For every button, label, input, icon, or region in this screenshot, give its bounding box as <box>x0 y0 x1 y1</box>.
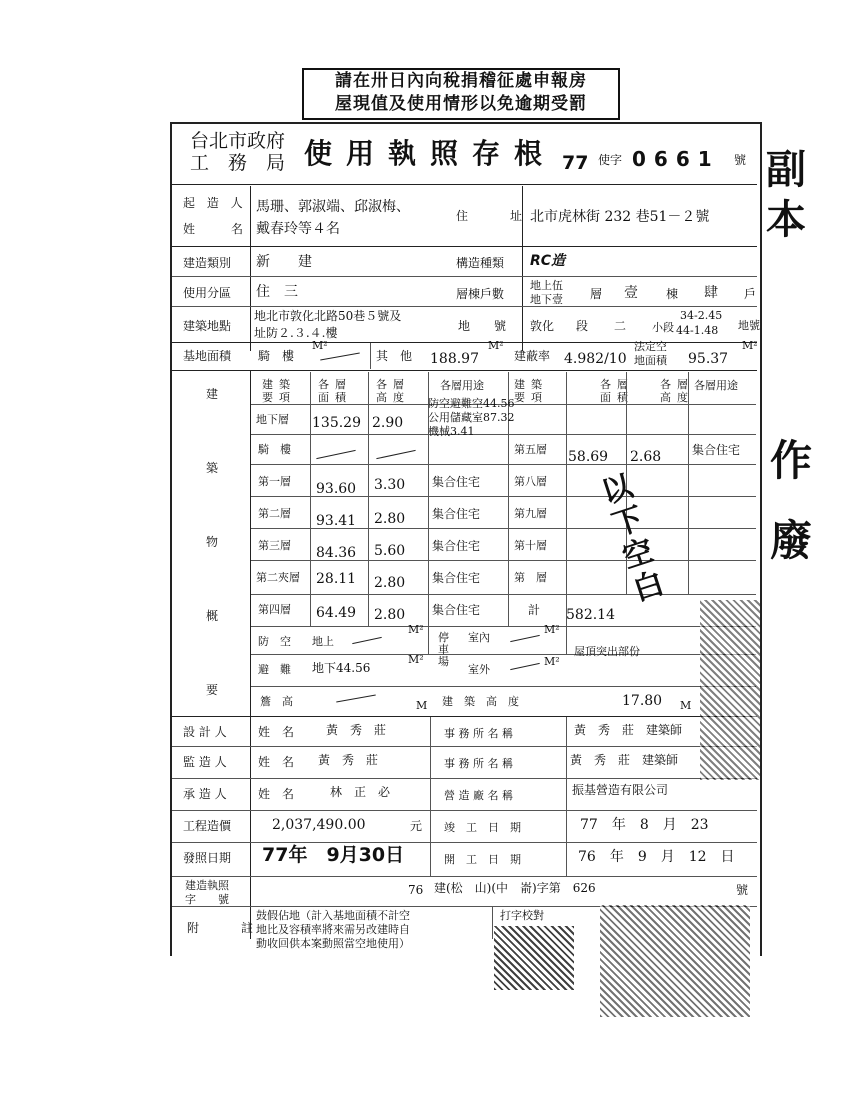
base-area-label: 基地面積 <box>183 349 232 363</box>
basement-use-1: 防空避難空44.56 <box>428 397 515 410</box>
refuge-unit: M² <box>408 653 424 666</box>
floors-below: 地下壹 <box>530 293 563 306</box>
owner-label-2: 姓 名 <box>183 222 248 236</box>
basement-use-3: 機械3.41 <box>428 425 475 438</box>
floor-use-3: 集合住宅 <box>432 539 481 553</box>
stamp-mark-right <box>600 905 750 1017</box>
other-area: 188.97 <box>430 351 479 367</box>
parking-outdoor: 室外 <box>468 663 490 676</box>
owner-label-1: 起 造 人 <box>183 196 247 210</box>
site-line1: 地北市敦化北路50巷５號及 <box>254 309 402 323</box>
side-label-2: 築 <box>206 461 219 475</box>
floors-label: 層棟戶數 <box>456 287 505 301</box>
tax-notice-line2: 屋現值及使用情形以免逾期受罰 <box>335 94 587 114</box>
contractor-firm-label: 營 造 廠 名 稱 <box>444 789 513 802</box>
contractor-name: 林 正 必 <box>330 785 391 799</box>
zone-label: 使用分區 <box>183 286 232 300</box>
refuge-label: 避 難 <box>258 663 291 676</box>
floors-above: 地上伍 <box>530 279 563 292</box>
floors-building-count: 壹 <box>624 285 638 301</box>
designer-label: 設 計 人 <box>183 725 227 739</box>
permit-prefix: 使字 <box>598 153 623 167</box>
lot-number-2: 44-1.48 <box>676 324 719 337</box>
type-label: 建造類別 <box>183 256 232 270</box>
permit-year: 77 <box>562 152 589 174</box>
remarks-line3: 動收回供本案動照當空地使用） <box>256 937 410 950</box>
designer-office: 黃 秀 莊 建築師 <box>574 723 683 737</box>
contractor-firm: 振基營造有限公司 <box>572 783 669 797</box>
license-suffix: 號 <box>736 883 749 897</box>
owner-names-line1: 馬珊、郭淑端、邱淑梅、 <box>256 199 410 215</box>
floor-label-mezz: 第二夾層 <box>256 571 300 584</box>
shelter-above: 地上 <box>312 635 334 648</box>
license-label-2: 字 號 <box>185 893 229 906</box>
issue-date: 77年 9月30日 <box>262 844 405 866</box>
cost-unit: 元 <box>410 819 423 833</box>
side-mark-1: 副 <box>766 147 806 193</box>
refuge-below: 地下44.56 <box>312 661 371 675</box>
supervisor-office: 黃 秀 莊 建築師 <box>570 753 679 767</box>
stamp-mark-edge <box>700 600 760 780</box>
designer-name-label: 姓 名 <box>258 725 295 739</box>
floor-height-2: 2.80 <box>374 511 406 527</box>
eaves-label: 簷 高 <box>260 695 293 708</box>
issue-label: 發照日期 <box>183 851 232 865</box>
floor-label-2: 第二層 <box>258 507 291 520</box>
handwritten-note: 以下空白 <box>597 468 669 609</box>
contractor-label: 承 造 人 <box>183 787 227 801</box>
parking-indoor: 室內 <box>468 631 490 644</box>
floor-label-5: 第五層 <box>514 443 547 456</box>
floor-use-mezz: 集合住宅 <box>432 571 481 585</box>
floors-unit-building: 棟 <box>666 287 679 301</box>
floor-use-5: 集合住宅 <box>692 443 741 457</box>
head-use-right: 各層用途 <box>694 379 738 392</box>
floor-height-1: 3.30 <box>374 477 406 493</box>
floor-label-b1: 地下層 <box>256 413 289 426</box>
floor-height-4: 2.80 <box>374 607 406 623</box>
side-label-4: 概 <box>206 609 219 623</box>
floor-area-4: 64.49 <box>316 605 357 621</box>
floor-area-1: 93.60 <box>316 481 357 497</box>
floor-label-4: 第四層 <box>258 603 291 616</box>
floor-area-5: 58.69 <box>568 449 609 465</box>
building-height: 17.80 <box>622 693 663 709</box>
designer-office-label: 事 務 所 名 稱 <box>444 727 513 740</box>
parking-unit-in: M² <box>544 623 560 636</box>
side-mark-4: 廢 <box>770 516 813 565</box>
floor-area-3: 84.36 <box>316 545 357 561</box>
supervisor-name: 黃 秀 莊 <box>318 753 379 767</box>
floor-label-10: 第十層 <box>514 539 547 552</box>
floor-height-3: 5.60 <box>374 543 406 559</box>
cost-value: 2,037,490.00 <box>272 817 366 833</box>
lot-number-1: 34-2.45 <box>680 309 723 322</box>
lot-label: 地 號 <box>458 319 507 333</box>
build-type: 新 建 <box>256 254 312 270</box>
start-date: 76 年 9 月 12 日 <box>578 849 735 865</box>
approval-label: 打字校對 <box>500 909 544 922</box>
structure-type: RC造 <box>530 253 566 269</box>
eaves-unit: M <box>416 699 428 712</box>
head-use-left: 各層用途 <box>440 379 484 392</box>
use-zone: 住 三 <box>256 284 298 300</box>
owner-names-line2: 戴春玲等４名 <box>256 221 340 237</box>
site-line2: 址防２.３.４.樓 <box>254 326 338 340</box>
lot-suffix: 地號 <box>738 319 760 332</box>
head-item-right: 建築要項 <box>514 378 548 404</box>
owner-address: 北市虎林街 232 巷51－２號 <box>530 209 710 225</box>
basement-use-2: 公用儲藏室87.32 <box>428 411 515 424</box>
floor-use-2: 集合住宅 <box>432 507 481 521</box>
lot-district: 敦化 <box>530 319 555 333</box>
license-number: 建(松 山)(中 嵛)字第 626 <box>434 881 596 895</box>
floor-use-4: 集合住宅 <box>432 603 481 617</box>
start-label: 開 工 日 期 <box>444 853 521 866</box>
remarks-label: 附 註 <box>187 921 260 935</box>
floors-unit-layer: 層 <box>590 287 603 301</box>
side-label-5: 要 <box>206 683 219 697</box>
head-height-right: 各層高度 <box>660 378 694 404</box>
legal-unit: M² <box>742 339 758 352</box>
head-area-left: 各層面積 <box>318 378 352 404</box>
floor-area-b1: 135.29 <box>312 415 361 431</box>
floor-label-arcade: 騎 樓 <box>258 443 291 456</box>
completion-label: 竣 工 日 期 <box>444 821 521 834</box>
parking-label: 停車場 <box>438 631 449 668</box>
tax-notice-line1: 請在卅日內向稅捐稽征處申報房 <box>335 71 587 91</box>
coverage-ratio: 4.982/10 <box>564 351 627 367</box>
floor-area-2: 93.41 <box>316 513 357 529</box>
legal-open-area: 95.37 <box>688 351 729 367</box>
floor-height-mezz: 2.80 <box>374 575 406 591</box>
building-height-label: 建 築 高 度 <box>442 695 519 708</box>
designer-name: 黃 秀 莊 <box>326 723 387 737</box>
authority-line2: 工 務 局 <box>190 152 286 174</box>
cost-label: 工程造價 <box>183 819 232 833</box>
floor-label-1: 第一層 <box>258 475 291 488</box>
total-label: 計 <box>528 603 541 617</box>
floor-label-extra: 第 層 <box>514 571 547 584</box>
shelter-unit: M² <box>408 623 424 636</box>
side-mark-3: 作 <box>770 436 813 485</box>
legal-label-2: 地面積 <box>634 354 667 367</box>
shelter-label: 防 空 <box>258 635 291 648</box>
lot-subsection: 小段 <box>652 321 674 334</box>
households: 肆 <box>704 285 718 301</box>
remarks-line1: 鼓假佔地（計入基地面積不計空 <box>256 909 410 922</box>
side-label-3: 物 <box>206 535 219 549</box>
tax-notice <box>302 68 620 120</box>
floors-unit-household: 戶 <box>744 287 757 301</box>
site-label: 建築地點 <box>183 319 232 333</box>
page-title: 使用執照存根 <box>304 137 557 170</box>
supervisor-name-label: 姓 名 <box>258 755 295 769</box>
side-mark-2: 本 <box>766 197 806 243</box>
roof-note: 屋頂突出部份 <box>574 645 640 658</box>
authority-line1: 台北市政府 <box>190 130 286 152</box>
floor-label-8: 第八層 <box>514 475 547 488</box>
license-label-1: 建造執照 <box>185 879 229 892</box>
structure-label: 構造種類 <box>456 256 505 270</box>
license-year: 76 <box>408 883 424 897</box>
floor-area-mezz: 28.11 <box>316 571 357 587</box>
floor-height-b1: 2.90 <box>372 415 404 431</box>
other-label: 其 他 <box>376 349 413 363</box>
legal-label-1: 法定空 <box>634 340 667 353</box>
floor-use-1: 集合住宅 <box>432 475 481 489</box>
lot-section-label: 段 <box>576 319 589 333</box>
arcade-label: 騎 樓 <box>258 349 295 363</box>
lot-section: 二 <box>614 319 627 333</box>
remarks-line2: 地比及容積率將來需另改建時自 <box>256 923 410 936</box>
head-item-left: 建築要項 <box>262 378 296 404</box>
contractor-name-label: 姓 名 <box>258 787 295 801</box>
arcade-unit: M² <box>312 339 328 352</box>
supervisor-office-label: 事 務 所 名 稱 <box>444 757 513 770</box>
side-label-1: 建 <box>206 387 219 401</box>
floor-label-3: 第三層 <box>258 539 291 552</box>
address-label: 住 址 <box>456 209 529 223</box>
coverage-label: 建蔽率 <box>514 349 551 363</box>
parking-unit-out: M² <box>544 655 560 668</box>
floor-height-5: 2.68 <box>630 449 662 465</box>
floor-label-9: 第九層 <box>514 507 547 520</box>
permit-number: 0661 <box>632 147 720 171</box>
other-unit: M² <box>488 339 504 352</box>
head-area-right: 各層面積 <box>600 378 634 404</box>
total-area: 582.14 <box>566 607 615 623</box>
stamp-mark-left <box>494 926 574 990</box>
building-height-unit: M <box>680 699 692 712</box>
supervisor-label: 監 造 人 <box>183 755 227 769</box>
permit-no-suffix: 號 <box>734 153 747 167</box>
completion-date: 77 年 8 月 23 <box>580 817 709 833</box>
head-height-left: 各層高度 <box>376 378 410 404</box>
